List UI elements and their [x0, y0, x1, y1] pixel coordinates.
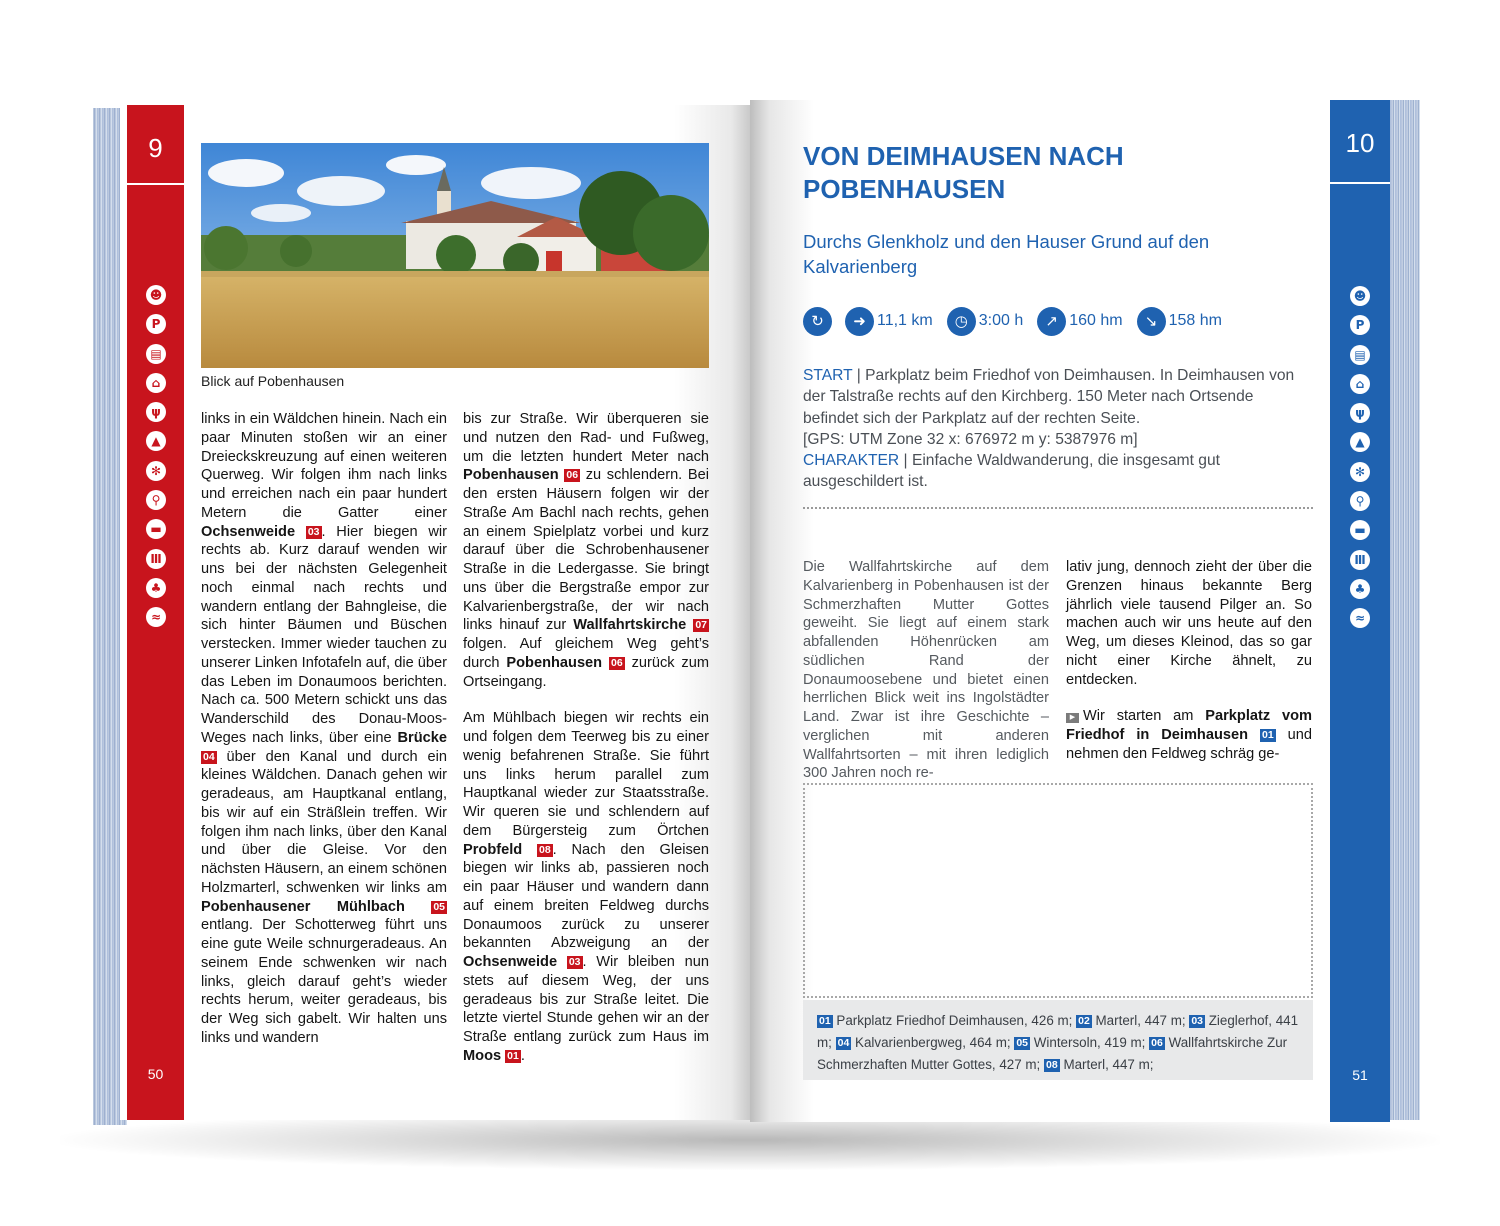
- waypoint-badge: 07: [695, 619, 707, 632]
- chapter-number: 10: [1345, 128, 1375, 158]
- page-number: 50: [147, 1066, 164, 1082]
- chapter-rule: [127, 183, 184, 185]
- play-arrow-icon: ▶: [1066, 713, 1079, 723]
- place-name: Moos: [463, 1047, 502, 1064]
- waypoint-badge: 05: [1016, 1036, 1029, 1049]
- signpost-icon: ➜: [845, 307, 874, 336]
- place-name: Brücke: [397, 729, 447, 746]
- winter-icon: ✻: [146, 461, 166, 481]
- paragraph: ▶ Wir starten am Parkplatz vom Friedhof in Deimhausen 01 und nehmen den Feldweg schräg ge-: [1066, 708, 1313, 762]
- route-info: [803, 365, 1313, 493]
- museum-icon: Ⅲ: [146, 549, 166, 569]
- intro-column-2: [1066, 558, 1312, 782]
- right-page: [750, 100, 1390, 1122]
- paragraph: bis zur Straße. Wir überqueren sie und nutzen den Rad- und Fußweg, um die letzten hundert Meter nach Pobenhausen 06 zu schlendern. Bei den ersten Häusern folgen wir der Straße Am Bachl nach rechts, gehen an einem Spielplatz vorbei und kurz darauf über die Schrobenhausener Straße in die Ledergasse. Sie bringt uns über die Bergstraße empor zur Kalvarienbergstraße, der wir nach links hinauf zur Wallfahrtskirche 07 folgen. Auf gleichem Weg geht’s durch Pobenhausen 06 zurück zum Ortseingang.: [463, 411, 709, 690]
- waypoint-badge: 06: [610, 656, 623, 669]
- hut-icon: ▲: [146, 431, 166, 451]
- shop-icon: ⌂: [146, 373, 166, 393]
- chapter-tab-left: [127, 105, 184, 1120]
- bike-icon: ⚲: [146, 490, 166, 510]
- parking-icon: P: [1350, 315, 1370, 335]
- waypoint-badge: 04: [203, 750, 215, 763]
- bus-icon: ▤: [1350, 345, 1370, 365]
- museum-icon: Ⅲ: [1350, 550, 1370, 570]
- text-column-2: [463, 410, 709, 1084]
- bus-icon: ▤: [146, 344, 166, 364]
- route-title: VON DEIMHAUSEN NACH POBENHAUSEN: [803, 141, 1124, 204]
- waypoint-badge: 03: [1191, 1015, 1203, 1027]
- chapter-number: 9: [148, 133, 163, 163]
- parking-icon: P: [146, 314, 166, 334]
- village-photo: [201, 143, 709, 368]
- bike-icon: ⚲: [1350, 491, 1370, 511]
- restaurant-icon: ψ: [146, 402, 166, 422]
- place-name: Ochsenweide: [463, 954, 558, 970]
- waypoint-badge: 03: [568, 956, 581, 968]
- chapter-tab-right: [1330, 100, 1390, 1122]
- tree-icon: ♣: [1350, 579, 1370, 599]
- shop-icon: ⌂: [1350, 374, 1370, 394]
- waypoint-badge: 03: [307, 525, 320, 538]
- paragraph: Die Wallfahrtskirche auf dem Kalvarienberg in Pobenhausen ist der Schmerzhaften Mutter Gottes geweiht. Sie liegt auf einem stark abfallenden Höhenrücken am südlichen Rand der Donaumoosebene und bietet einen herrlichen Blick weit ins Ingolstädter Land. Zwar ist ihre Geschichte – verglichen mit anderen Wallfahrtsorten – mit ihren lediglich 300 Jahren noch re-: [803, 559, 1049, 782]
- waypoint-badge: 01: [1261, 729, 1274, 741]
- ascent-icon: ↗: [1037, 307, 1066, 336]
- waypoint-badge: 02: [1078, 1015, 1090, 1027]
- waypoint-badge: 04: [837, 1036, 850, 1049]
- swim-icon: ≈: [146, 607, 166, 627]
- waypoint-badge: 05: [433, 900, 445, 913]
- waypoint-legend: 01 Parkplatz Friedhof Deimhausen, 426 m; 02 Marterl, 447 m; 03 Zieglerhof, 441 m; 04 Kalvarienbergweg, 464 m; 05 Wintersoln, 419 m; 06 Wallfahrtskirche Zur Schmerzhaften Mutter Gottes, 427 m; 08 Marterl, 447 m;: [803, 1000, 1313, 1080]
- bed-icon: ▬: [1350, 520, 1370, 540]
- intro-column-1: [803, 558, 1049, 801]
- swim-icon: ≈: [1350, 608, 1370, 628]
- route-subtitle: Durchs Glenkholz und den Hauser Grund auf den Kalvarienberg: [803, 231, 1210, 277]
- waypoint-badge: 06: [566, 469, 579, 482]
- waypoint-badge: 08: [1046, 1058, 1058, 1071]
- descent-value: 158 hm: [1168, 312, 1222, 329]
- ascent-value: 160 hm: [1069, 312, 1123, 329]
- place-name: Pobenhausen: [463, 467, 559, 484]
- charakter-label: CHARAKTER: [803, 452, 900, 470]
- waypoint-badge: 01: [507, 1049, 519, 1062]
- winter-icon: ✻: [1350, 462, 1370, 482]
- hut-icon: ▲: [1350, 432, 1370, 452]
- waypoint-badge: 08: [538, 843, 551, 856]
- category-icons: [1350, 286, 1370, 638]
- paragraph: Am Mühlbach biegen wir rechts ein und folgen dem Teerweg bis zu einer wenig befahrenen Straße. Sie führt uns links herum parallel zum Hauptkanal wieder zur Staatsstraße. Wir queren sie und schlendern auf dem Bürgersteig zum Örtchen Probfeld 08 . Nach den Gleisen biegen wir links ab, passieren noch ein paar Häuser und wandern dann auf einem breiten Feldweg durchs Donaumoos zurück zu unserer bekannten Abzweigung an der Ochsenweide 03 . Wir bleiben nun stets auf diesem Weg, der uns geradeaus bis zur Straße leitet. Die letzte viertel Stunde gehen wir an der Straße entlang zurück zum Haus im Moos 01 .: [463, 710, 709, 1064]
- charakter-info: CHARAKTER | Einfache Waldwanderung, die insgesamt gut ausgeschildert ist.: [803, 452, 1220, 491]
- place-name: Pobenhausener Mühlbach: [201, 898, 405, 915]
- kids-icon: ☻: [146, 285, 166, 305]
- category-icons: [146, 285, 166, 637]
- photo-caption: Blick auf Pobenhausen: [201, 373, 345, 389]
- left-page: [120, 105, 750, 1120]
- map-placeholder: [803, 783, 1313, 998]
- loop-route-icon: ↻: [803, 307, 832, 336]
- waypoint-badge: 01: [819, 1015, 831, 1027]
- dotted-divider: [803, 507, 1313, 509]
- route-stats: [803, 305, 1236, 337]
- place-name: Parkplatz vom Friedhof in Deimhausen: [1066, 708, 1313, 743]
- place-name: Ochsenweide: [201, 523, 296, 540]
- duration-value: 3:00 h: [978, 312, 1024, 329]
- gps-info: [GPS: UTM Zone 32 x: 676972 m y: 5387976 m]: [803, 430, 1138, 448]
- start-info: START | Parkplatz beim Friedhof von Deimhausen. In Deimhausen von der Talstraße rechts auf den Kirchberg. 150 Meter nach Ortsende befindet sich der Parkplatz auf der rechten Seite.: [803, 367, 1295, 427]
- clock-icon: ◷: [947, 307, 976, 336]
- distance-value: 11,1 km: [877, 312, 933, 329]
- descent-icon: ↘: [1137, 307, 1166, 336]
- waypoint-badge: 06: [1151, 1036, 1163, 1049]
- place-name: Wallfahrtskirche: [573, 617, 687, 634]
- restaurant-icon: ψ: [1350, 403, 1370, 423]
- text-column-1: [201, 410, 447, 1066]
- place-name: Probfeld: [463, 841, 523, 858]
- tree-icon: ♣: [146, 578, 166, 598]
- kids-icon: ☻: [1350, 286, 1370, 306]
- start-label: START: [803, 367, 853, 384]
- page-number: 51: [1352, 1067, 1368, 1083]
- chapter-rule: [1330, 182, 1390, 184]
- bed-icon: ▬: [146, 519, 166, 539]
- paragraph: links in ein Wäldchen hinein. Nach ein paar Minuten stoßen wir an einer Dreieckskreuzung auf einen weiteren Querweg. Wir folgen ihm nach links und erreichen nach ein paar hundert Metern die Gatter einer Ochsenweide 03 . Hier biegen wir rechts ab. Kurz darauf wenden wir uns bei der nächsten Gelegenheit noch einmal nach rechts und wandern entlang der Bahngleise, die sich hinter Bäumen und Büschen verstecken. Immer wieder tauchen zu unserer Linken Infotafeln auf, die über das Leben im Donaumoos berichten. Nach ca. 500 Metern schickt uns das Wanderschild des Donau-Moos-Weges nach links, über eine Brücke 04 über den Kanal und durch ein kleines Wäldchen. Danach gehen wir geradeaus, am Hauptkanal entlang, bis wir auf ein Sträßlein treffen. Wir folgen ihm nach links, über den Kanal und über die Gleise. Vor den nächsten Häusern, an einem schönen Holzmarterl, schwenken wir links am Pobenhausener Mühlbach 05 entlang. Der Schotterweg führt uns eine gute Weile schnurgeradeaus. An seinem Ende schwenken wir nach links, gleich darauf geht’s wieder rechts herum, weiter geradeaus, bis der Weg sich gabelt. Wir halten uns links und wandern: [201, 411, 447, 1046]
- place-name: Pobenhausen: [506, 654, 603, 671]
- paragraph: lativ jung, dennoch zieht der über die Grenzen hinaus bekannte Berg jährlich viele tausend Pilger an. So machen auch wir uns heute auf den Weg, um dieses Kleinod, das so gar nicht einer Kirche ähnelt, zu entdecken.: [1066, 559, 1312, 688]
